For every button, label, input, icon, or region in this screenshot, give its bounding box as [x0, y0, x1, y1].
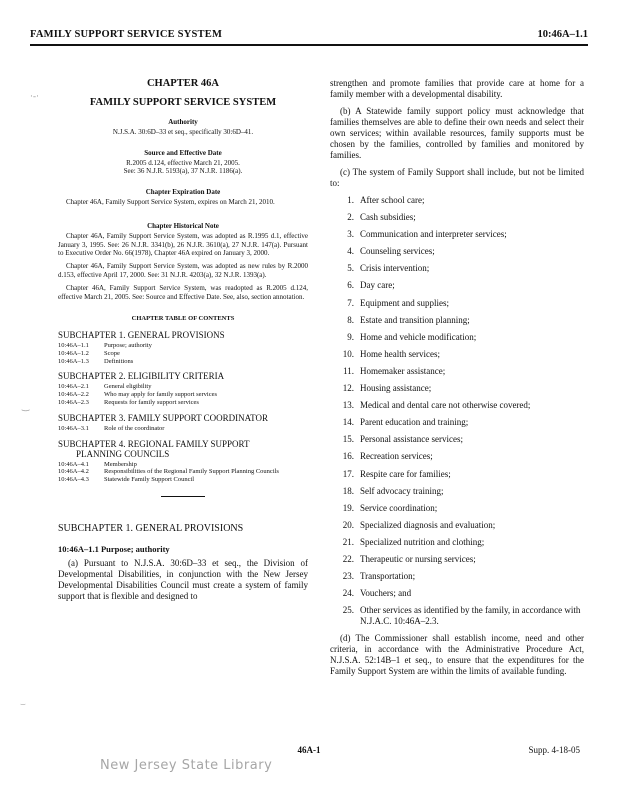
chapter-number: CHAPTER 46A: [146, 78, 220, 89]
list-item: [330, 571, 584, 582]
list-item-number: 7.: [347, 297, 354, 308]
list-item: [330, 537, 584, 548]
list-item-number: 15.: [342, 434, 354, 445]
list-item: [330, 195, 584, 206]
list-item: [330, 605, 584, 627]
list-item-number: 6.: [347, 280, 354, 291]
list-item-text: After school care;: [360, 195, 425, 205]
section-heading: 10:46A–1.1 Purpose; authority: [58, 544, 170, 554]
history-paragraph-2: Chapter 46A, Family Support Service System, was adopted as new rules by R.2000 d.153, effective April 17, 2000. See: 31 N.J.R. 4203(a), 32 N.J.R. 1393(a).: [58, 262, 308, 279]
toc-subchapter-4: SUBCHAPTER 4. REGIONAL FAMILY SUPPORT PLANNING COUNCILS: [58, 438, 250, 459]
list-item-number: 21.: [342, 536, 354, 547]
list-item-number: 18.: [342, 485, 354, 496]
toc-subchapter-3: SUBCHAPTER 3. FAMILY SUPPORT COORDINATOR: [58, 412, 269, 423]
list-item-text: Estate and transition planning;: [360, 314, 470, 325]
right-column: [330, 78, 584, 683]
list-item: [330, 212, 584, 223]
list-item: [330, 451, 584, 462]
list-item-number: 23.: [342, 571, 354, 582]
list-item: [330, 400, 584, 411]
source-heading: Source and Effective Date: [144, 148, 222, 157]
authority-text: N.J.S.A. 30:6D–33 et seq., specifically 30:6D–41.: [112, 128, 254, 136]
list-item-text: Cash subsidies;: [360, 212, 416, 223]
history-paragraph-1: Chapter 46A, Family Support Service System, was adopted as R.1995 d.1, effective January 3, 1995. See: 26 N.J.R. 3341(b), 26 N.J.R. 3610(a), 27 N.J.R. 147(a). Pursuant to Executive Order No. 66(1978), Chapter 46A expired on January 3, 2000.: [58, 232, 308, 257]
list-item-number: 19.: [342, 502, 354, 513]
list-item-text: Personal assistance services;: [360, 434, 463, 445]
divider: [161, 496, 205, 497]
source-line-1: R.2005 d.124, effective March 21, 2005.: [126, 158, 240, 167]
list-item-number: 11.: [343, 365, 354, 376]
list-item: [330, 554, 584, 565]
expiration-heading: Chapter Expiration Date: [145, 187, 221, 196]
toc-entry: 10:46A–1.1 Purpose; authority: [58, 342, 152, 350]
supplement-date: Supp. 4-18-05: [528, 745, 580, 755]
source-line-2: See: 36 N.J.R. 5193(a), 37 N.J.R. 1186(a).: [123, 167, 243, 176]
list-item-text: Self advocacy training;: [360, 485, 444, 496]
list-item-number: 2.: [347, 212, 354, 223]
list-item-text: Crisis intervention;: [360, 263, 430, 274]
list-item-text: Therapeutic or nursing services;: [360, 553, 476, 564]
list-item: [330, 383, 584, 394]
list-item-number: 12.: [342, 383, 354, 394]
list-item-text: Day care;: [360, 280, 395, 291]
list-item-number: 4.: [347, 246, 354, 257]
list-item: [330, 349, 584, 360]
list-item-number: 9.: [347, 331, 354, 342]
toc-subchapter-2: SUBCHAPTER 2. ELIGIBILITY CRITERIA: [58, 371, 225, 382]
list-item-text: Equipment and supplies;: [360, 297, 449, 308]
scan-mark: ⌣: [20, 700, 26, 710]
list-item-text: Counseling services;: [360, 246, 435, 257]
list-item: [330, 588, 584, 599]
list-item: [330, 332, 584, 343]
continued-paragraph: strengthen and promote families that provide care at home for a family member with a developmental disability.: [330, 78, 584, 99]
toc-subchapter-1: SUBCHAPTER 1. GENERAL PROVISIONS: [58, 330, 225, 341]
list-item: [330, 503, 584, 514]
history-heading: Chapter Historical Note: [147, 222, 219, 231]
toc-entry: 10:46A–2.2 Who may apply for family support services: [58, 391, 217, 399]
list-item-text: Specialized nutrition and clothing;: [360, 536, 485, 547]
list-item-text: Transportation;: [360, 571, 416, 582]
list-item-number: 22.: [342, 553, 354, 564]
list-item-text: Home health services;: [360, 348, 440, 359]
list-item-number: 16.: [342, 451, 354, 462]
list-item-text: Parent education and training;: [360, 417, 469, 428]
list-item-text: Homemaker assistance;: [360, 365, 446, 376]
authority-heading: Authority: [168, 118, 198, 126]
list-item: [330, 469, 584, 480]
list-item-number: 14.: [342, 417, 354, 428]
scan-mark: ·-·: [30, 92, 39, 102]
header-section-number: 10:46A–1.1: [537, 29, 588, 40]
list-item: [330, 280, 584, 291]
paragraph-d: (d) The Commissioner shall establish income, need and other criteria, in accordance with the Administrative Procedure Act, N.J.S.A. 52:14B–1 et seq., to ensure that the expenditures for the Family Support System are within the limits of available funding.: [330, 633, 584, 677]
list-item-number: 10.: [342, 348, 354, 359]
library-watermark: New Jersey State Library: [100, 758, 273, 773]
toc-entry: 10:46A–2.3 Requests for family support services: [58, 399, 199, 407]
toc-entry: 10:46A–1.2 Scope: [58, 349, 120, 357]
paragraph-a: (a) Pursuant to N.J.S.A. 30:6D–33 et seq., the Division of Developmental Disabilities, in conjunction with the New Jersey Developmental Disabilities Council must create a system of family support that is flexible and designed to: [58, 558, 308, 601]
list-item-text: Specialized diagnosis and evaluation;: [360, 519, 496, 530]
list-item-number: 25.: [342, 605, 354, 616]
list-item-text: Housing assistance;: [360, 383, 432, 394]
left-column: [58, 78, 308, 608]
list-item-text: Vouchers; and: [360, 588, 412, 599]
toc-entry: 10:46A–4.1 Membership: [58, 460, 137, 468]
paragraph-b: (b) A Statewide family support policy must acknowledge that families themselves are able to define their own needs and select their own services; within available resources, family supports must be chosen by the families, controlled by families and monitored by families.: [330, 106, 584, 160]
list-item-text: Recreation services;: [360, 451, 433, 462]
list-item-number: 1.: [347, 195, 354, 205]
toc-entry: 10:46A–2.1 General eligibility: [58, 383, 152, 391]
list-item-number: 3.: [347, 229, 354, 240]
list-item: [330, 520, 584, 531]
header-title: FAMILY SUPPORT SERVICE SYSTEM: [30, 29, 223, 40]
list-item-number: 13.: [342, 400, 354, 411]
toc-entry: 10:46A–4.2 Responsibilities of the Regional Family Support Planning Councils: [58, 468, 279, 476]
toc-entry: 10:46A–3.1 Role of the coordinator: [58, 424, 165, 432]
list-item-number: 24.: [342, 588, 354, 599]
list-item: [330, 366, 584, 377]
list-item-text: Medical and dental care not otherwise covered;: [360, 400, 531, 411]
paragraph-c: (c) The system of Family Support shall include, but not be limited to:: [330, 167, 584, 188]
list-item: [330, 486, 584, 497]
toc-entry: 10:46A–1.3 Definitions: [58, 357, 134, 365]
list-item-text: Service coordination;: [360, 502, 438, 513]
list-item-number: 20.: [342, 519, 354, 530]
subchapter-heading: SUBCHAPTER 1. GENERAL PROVISIONS: [58, 523, 244, 534]
list-item-number: 5.: [347, 263, 354, 274]
toc-entry: 10:46A–4.3 Statewide Family Support Council: [58, 476, 195, 484]
list-item: [330, 298, 584, 309]
list-item-text: Home and vehicle modification;: [360, 331, 477, 342]
expiration-text: Chapter 46A, Family Support Service System, expires on March 21, 2010.: [66, 197, 275, 206]
list-item: [330, 246, 584, 257]
scan-mark: ‿: [22, 402, 30, 412]
running-header: [30, 28, 588, 46]
chapter-title: FAMILY SUPPORT SERVICE SYSTEM: [89, 97, 277, 108]
page-number: 46A-1: [297, 745, 321, 755]
list-item-text: Other services as identified by the family, in accordance with N.J.A.C. 10:46A–2.3.: [360, 605, 581, 627]
toc-heading: CHAPTER TABLE OF CONTENTS: [131, 315, 235, 323]
list-item-number: 8.: [347, 314, 354, 325]
list-item: [330, 229, 584, 240]
list-item-text: Communication and interpreter services;: [360, 229, 507, 240]
list-item: [330, 417, 584, 428]
list-item: [330, 263, 584, 274]
services-list: [330, 195, 584, 627]
list-item: [330, 315, 584, 326]
list-item-text: Respite care for families;: [360, 468, 451, 479]
list-item: [330, 434, 584, 445]
list-item-number: 17.: [342, 468, 354, 479]
history-paragraph-3: Chapter 46A, Family Support Service System, was readopted as R.2005 d.124, effective March 21, 2005. See: Source and Effective Date. See, also, section annotation.: [58, 284, 308, 301]
